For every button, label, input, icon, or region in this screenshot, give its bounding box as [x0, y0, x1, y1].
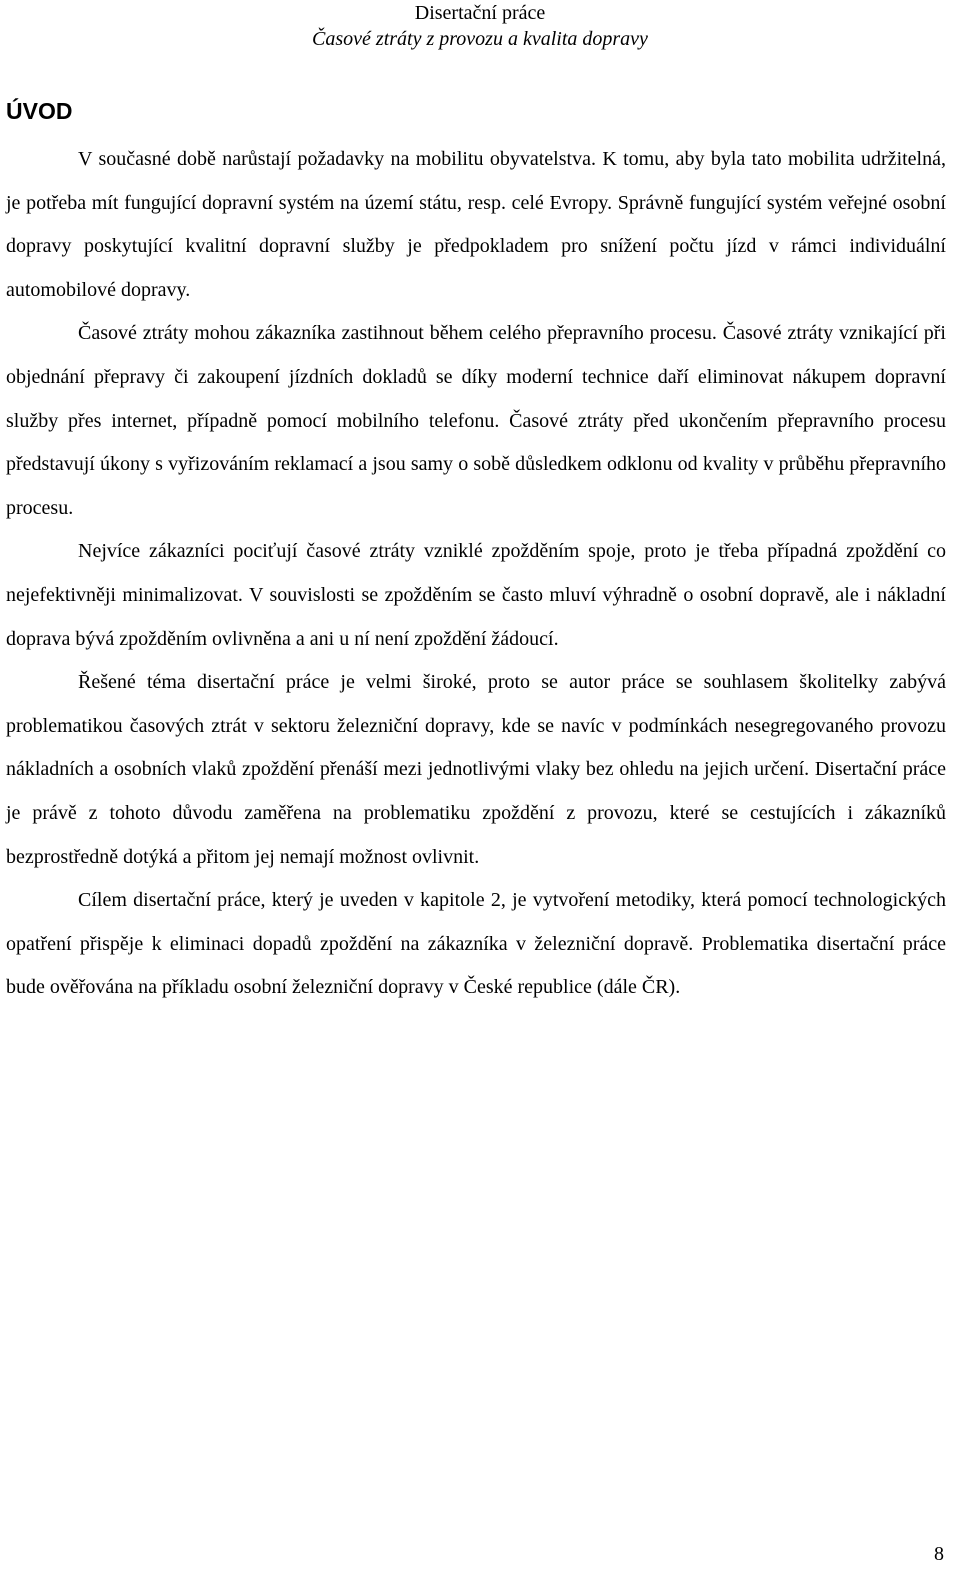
page-number: 8 — [934, 1543, 944, 1565]
section-heading: ÚVOD — [6, 98, 73, 124]
header-document-type: Disertační práce — [414, 2, 546, 24]
paragraph: V současné době narůstají požadavky na mobilitu obyvatelstva. K tomu, aby byla tato mobilita udržitelná, je potřeba mít fungující dopravní systém na území státu, resp. celé Evropy. Správně fungující systém veřejné osobní dopravy poskytující kvalitní dopravní služby je předpokladem pro snížení počtu jízd v rámci individuální automobilové dopravy. — [6, 148, 946, 301]
paragraph: Řešené téma disertační práce je velmi široké, proto se autor práce se souhlasem školitelky zabývá problematikou časových ztrát v sektoru železniční dopravy, kde se navíc v podmínkách nesegregovaného provozu nákladních a osobních vlaků zpoždění přenáší mezi jednotlivými vlaky bez ohledu na jejich určení. Disertační práce je právě z tohoto důvodu zaměřena na problematiku zpoždění z provozu, které se cestujících i zákazníků bezprostředně dotýká a přitom jej nemají možnost ovlivnit. — [6, 671, 946, 868]
header-document-title: Časové ztráty z provozu a kvalita dopravy — [312, 28, 648, 50]
paragraph: Cílem disertační práce, který je uveden v kapitole 2, je vytvoření metodiky, která pomocí technologických opatření přispěje k eliminaci dopadů zpoždění na zákazníka v železniční dopravě. Problematika disertační práce bude ověřována na příkladu osobní železniční dopravy v České republice (dále ČR). — [6, 889, 946, 999]
paragraph: Časové ztráty mohou zákazníka zastihnout během celého přepravního procesu. Časové ztráty vznikající při objednání přepravy či zakoupení jízdních dokladů se díky moderní technice daří eliminovat nákupem dopravní služby přes internet, případně pomocí mobilního telefonu. Časové ztráty před ukončením přepravního procesu představují úkony s vyřizováním reklamací a jsou samy o sobě důsledkem odklonu od kvality v průběhu přepravního procesu. — [6, 322, 946, 519]
paragraph: Nejvíce zákazníci pociťují časové ztráty vzniklé zpožděním spoje, proto je třeba případná zpoždění co nejefektivněji minimalizovat. V souvislosti se zpožděním se často mluví výhradně o osobní dopravě, ale i nákladní doprava bývá zpožděním ovlivněna a ani u ní není zpoždění žádoucí. — [6, 540, 946, 650]
running-header — [0, 0, 960, 52]
body-text — [6, 138, 946, 1010]
